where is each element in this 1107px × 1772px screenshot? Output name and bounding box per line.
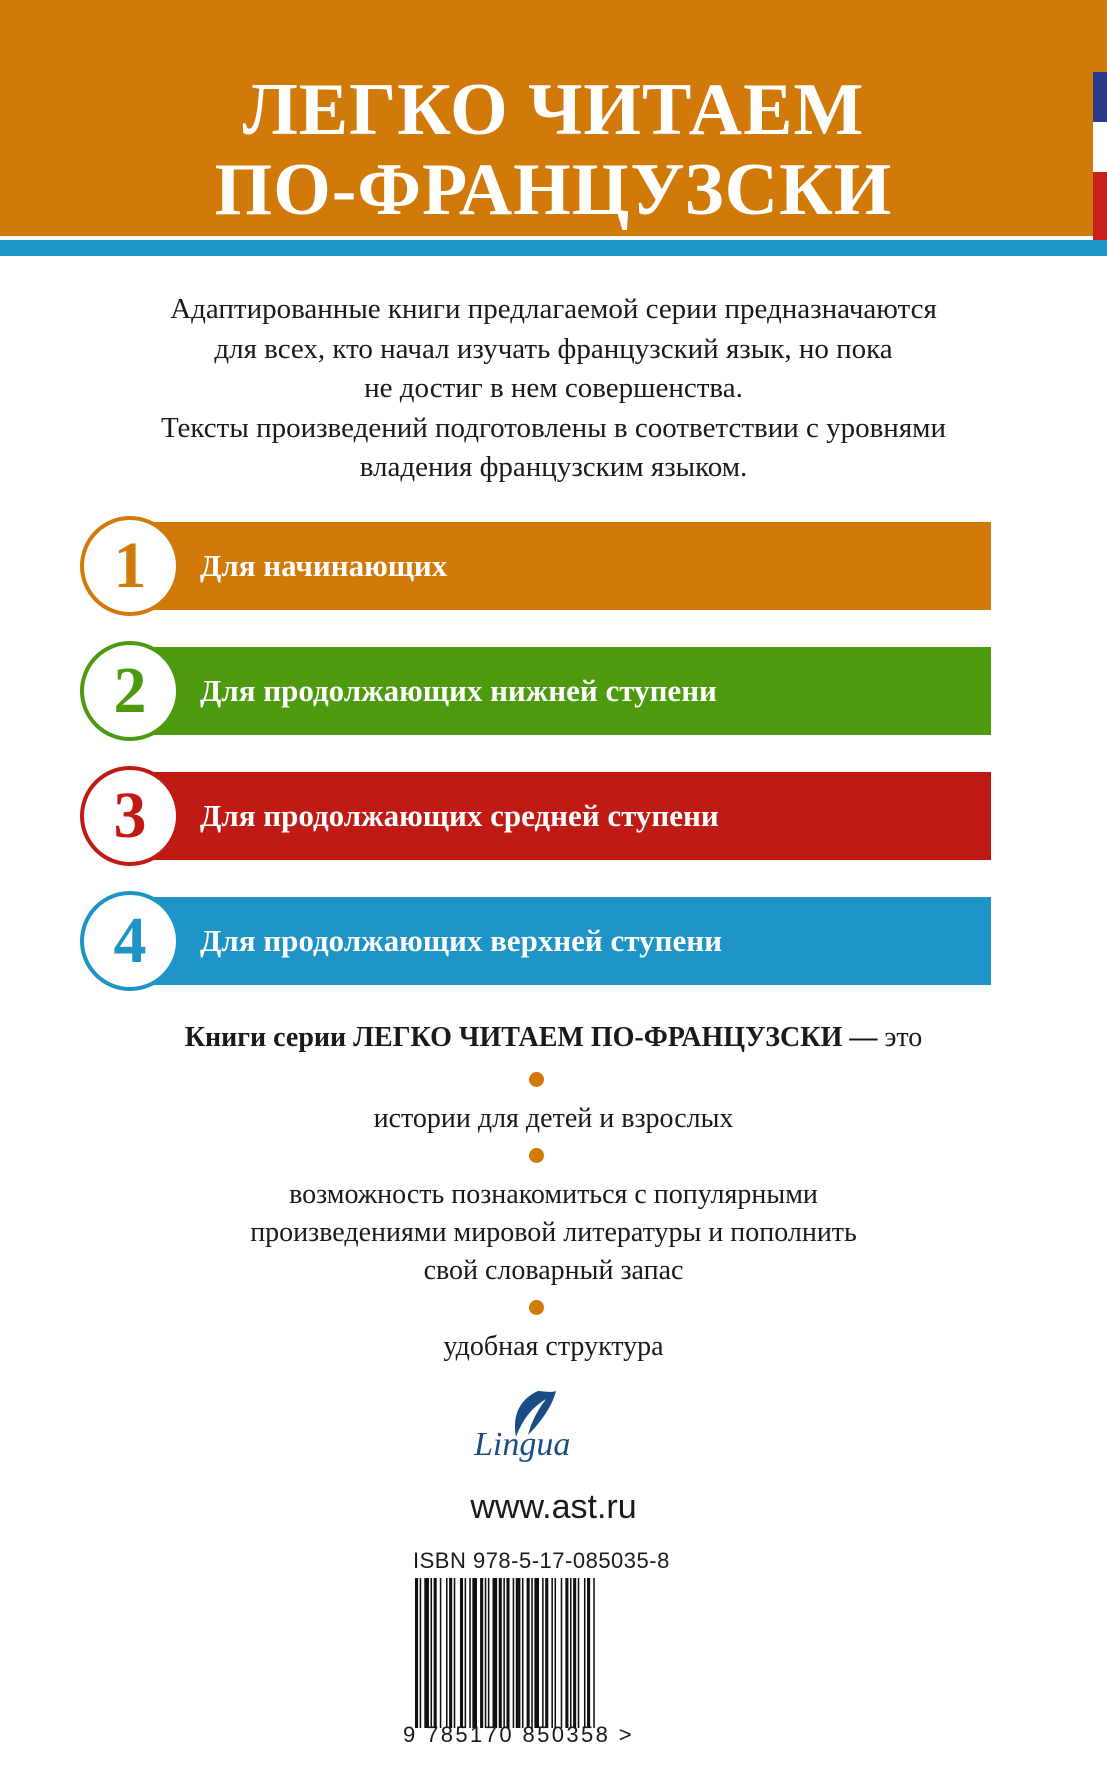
series-heading [0,1022,1107,1054]
feature-line: свой словарный запас [423,1255,684,1286]
level-2-badge: 2 [80,641,180,741]
header-banner [0,0,1107,236]
bullet-icon [529,1072,544,1087]
feature-line: произведениями мировой литературы и пополнить [250,1217,857,1248]
level-1-badge: 1 [80,516,180,616]
intro-line: не достиг в нем совершенства. [364,372,743,404]
feature-item: удобная структура [443,1331,664,1362]
intro-text [40,290,1067,488]
level-4-label: Для продолжающих верхней ступени [200,923,722,958]
level-4-badge: 4 [80,891,180,991]
feature-item: истории для детей и взрослых [373,1103,734,1134]
series-title-line2: ПО-ФРАНЦУЗСКИ [214,149,893,231]
level-3-label: Для продолжающих средней ступени [200,798,719,833]
level-2-label: Для продолжающих нижней ступени [200,673,717,708]
intro-line: Адаптированные книги предлагаемой серии предназначаются [170,293,937,325]
lingua-logo-icon [460,1385,610,1465]
barcode-digits: 9 785170 850358 > [403,1722,635,1747]
level-4-bar [150,897,991,985]
level-3-badge: 3 [80,766,180,866]
level-3-bar [150,772,991,860]
level-1-label: Для начинающих [200,548,448,583]
intro-line: для всех, кто начал изучать французский язык, но пока [214,332,893,365]
series-heading-lead: Книги серии ЛЕГКО ЧИТАЕМ ПО-ФРАНЦУЗСКИ — [184,1022,878,1053]
feature-line: возможность познакомиться с популярными [289,1179,818,1210]
series-title-line1: ЛЕГКО ЧИТАЕМ [242,69,865,151]
isbn-number: ISBN 978-5-17-085035-8 [413,1548,670,1573]
publisher-website: www.ast.ru [470,1488,637,1526]
level-2-bar [150,647,991,735]
header-blue-stripe [0,240,1107,256]
bullet-icon [529,1300,544,1315]
bullet-icon [529,1148,544,1163]
barcode-icon [413,1578,659,1728]
intro-line: владения французским языком. [359,451,748,483]
lingua-logo-text: Lingua [474,1426,571,1463]
level-1-bar [150,522,991,610]
french-flag-icon [1093,72,1107,240]
series-heading-tail: это [884,1022,923,1053]
feature-item [40,1176,1067,1290]
intro-line: Тексты произведений подготовлены в соответствии с уровнями [160,411,947,444]
